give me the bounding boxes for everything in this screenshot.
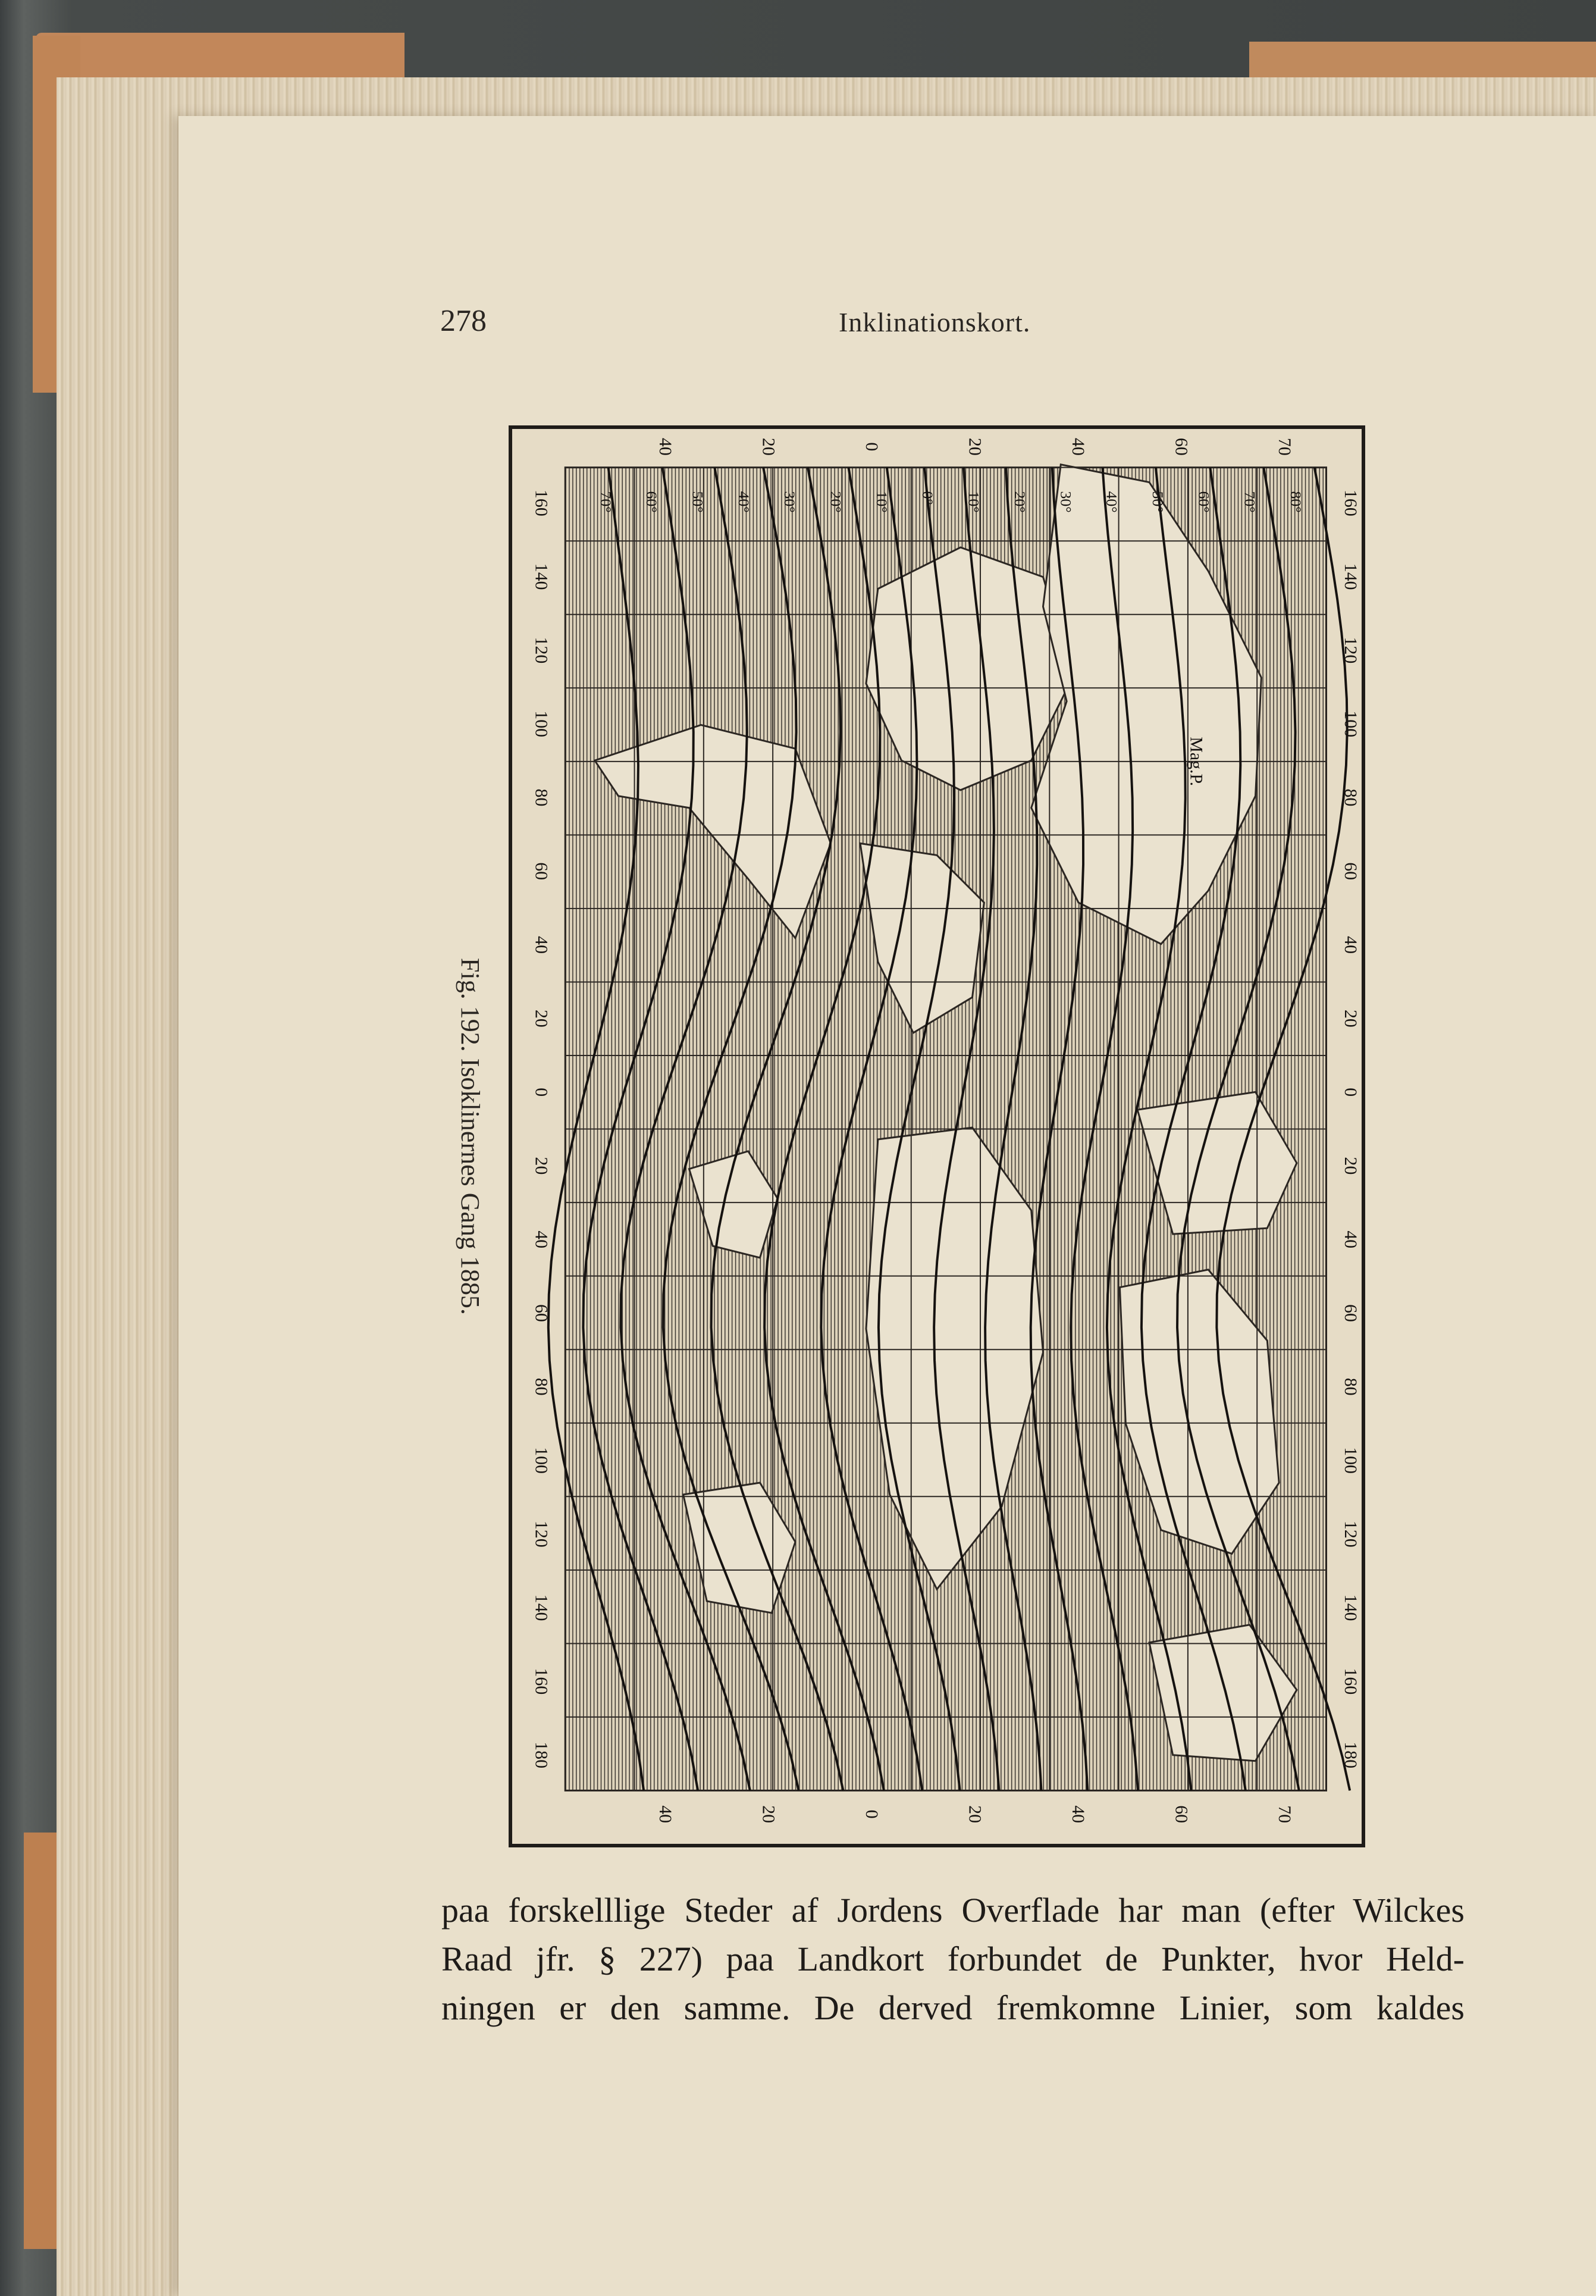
left-edge-longitude: 120 (531, 637, 551, 664)
isocline-label: 40° (1103, 491, 1121, 513)
isocline-label: 80° (1287, 491, 1305, 513)
isocline-label: 20° (1011, 491, 1029, 513)
left-edge-longitude: 60 (531, 862, 551, 881)
isocline-label: 30° (1057, 491, 1075, 513)
bottom-edge-value: 20 (758, 1805, 779, 1824)
left-edge-longitude: 80 (531, 1377, 551, 1396)
isocline-map (512, 429, 1362, 1844)
page-number: 278 (440, 304, 487, 338)
isocline-label: 60° (643, 491, 661, 513)
isocline-label: 20° (827, 491, 845, 513)
right-edge-longitude: 60 (1341, 862, 1361, 881)
left-edge-longitude: 140 (531, 1594, 551, 1621)
left-edge-longitude: 40 (531, 1230, 551, 1249)
body-line: paa forskelllige Steder af Jordens Overflade har man (efter Wilckes (441, 1891, 1465, 1929)
right-edge-longitude: 140 (1341, 563, 1361, 590)
left-edge-longitude: 140 (531, 563, 551, 590)
isocline-label: 0° (919, 491, 937, 505)
left-edge-longitude: 100 (531, 710, 551, 738)
figure-caption (452, 958, 500, 1327)
figure-caption-text: Fig. 192. Isoklinernes Gang 1885. (456, 958, 485, 1315)
right-edge-longitude: 120 (1341, 637, 1361, 664)
bottom-edge-value: 20 (965, 1805, 985, 1824)
right-edge-longitude: 20 (1341, 1157, 1361, 1175)
top-edge-value: 40 (655, 437, 675, 456)
right-edge-longitude: 60 (1341, 1304, 1361, 1322)
right-edge-longitude: 80 (1341, 788, 1361, 807)
right-edge-longitude: 160 (1341, 489, 1361, 516)
isocline-map-figure (509, 425, 1365, 1847)
isocline-label: 10° (873, 491, 891, 513)
bottom-edge-value: 70 (1275, 1805, 1295, 1824)
left-edge-longitude: 20 (531, 1157, 551, 1175)
top-edge-value: 40 (1068, 437, 1089, 456)
isocline-label: 50° (1149, 491, 1167, 513)
right-edge-longitude: 40 (1341, 1230, 1361, 1249)
right-edge-longitude: 80 (1341, 1377, 1361, 1396)
isocline-label: 10° (965, 491, 983, 513)
left-edge-longitude: 20 (531, 1009, 551, 1028)
top-edge-value: 0 (862, 442, 882, 452)
right-edge-longitude: 100 (1341, 1447, 1361, 1474)
bottom-edge-value: 0 (862, 1809, 882, 1819)
isocline-label: 30° (781, 491, 799, 513)
isocline-label: 50° (689, 491, 707, 513)
left-edge-longitude: 160 (531, 489, 551, 516)
isocline-label: 60° (1195, 491, 1213, 513)
top-edge-value: 70 (1275, 437, 1295, 456)
left-edge-longitude: 60 (531, 1304, 551, 1322)
running-head: Inklinationskort. (839, 307, 1031, 337)
bottom-edge-value: 40 (1068, 1805, 1089, 1824)
magnetic-pole-label: Mag.P. (1186, 737, 1206, 787)
right-edge-longitude: 100 (1341, 710, 1361, 738)
top-edge-value: 60 (1171, 437, 1191, 456)
isocline-label: 70° (597, 491, 614, 513)
bottom-edge-value: 60 (1171, 1805, 1191, 1824)
bottom-edge-value: 40 (655, 1805, 675, 1824)
top-edge-value: 20 (965, 437, 985, 456)
right-edge-longitude: 40 (1341, 936, 1361, 954)
body-line: ningen er den samme. De derved fremkomne Linier, som kaldes (441, 1988, 1465, 2027)
left-edge-longitude: 160 (531, 1668, 551, 1695)
left-edge-longitude: 0 (531, 1088, 551, 1097)
body-paragraph (441, 1886, 1465, 2032)
right-edge-longitude: 120 (1341, 1521, 1361, 1548)
right-edge-longitude: 180 (1341, 1741, 1361, 1769)
left-edge-longitude: 180 (531, 1741, 551, 1769)
right-edge-longitude: 20 (1341, 1009, 1361, 1028)
right-edge-longitude: 140 (1341, 1594, 1361, 1621)
map-body (548, 465, 1350, 1791)
left-edge-longitude: 120 (531, 1521, 551, 1548)
body-line: Raad jfr. § 227) paa Landkort forbundet de Punkter, hvor Held- (441, 1940, 1465, 1978)
isocline-label: 40° (735, 491, 752, 513)
left-edge-longitude: 100 (531, 1447, 551, 1474)
left-edge-longitude: 80 (531, 788, 551, 807)
right-edge-longitude: 0 (1341, 1088, 1361, 1097)
right-edge-longitude: 160 (1341, 1668, 1361, 1695)
isocline-label: 70° (1241, 491, 1259, 513)
top-edge-value: 20 (758, 437, 779, 456)
left-edge-longitude: 40 (531, 936, 551, 954)
